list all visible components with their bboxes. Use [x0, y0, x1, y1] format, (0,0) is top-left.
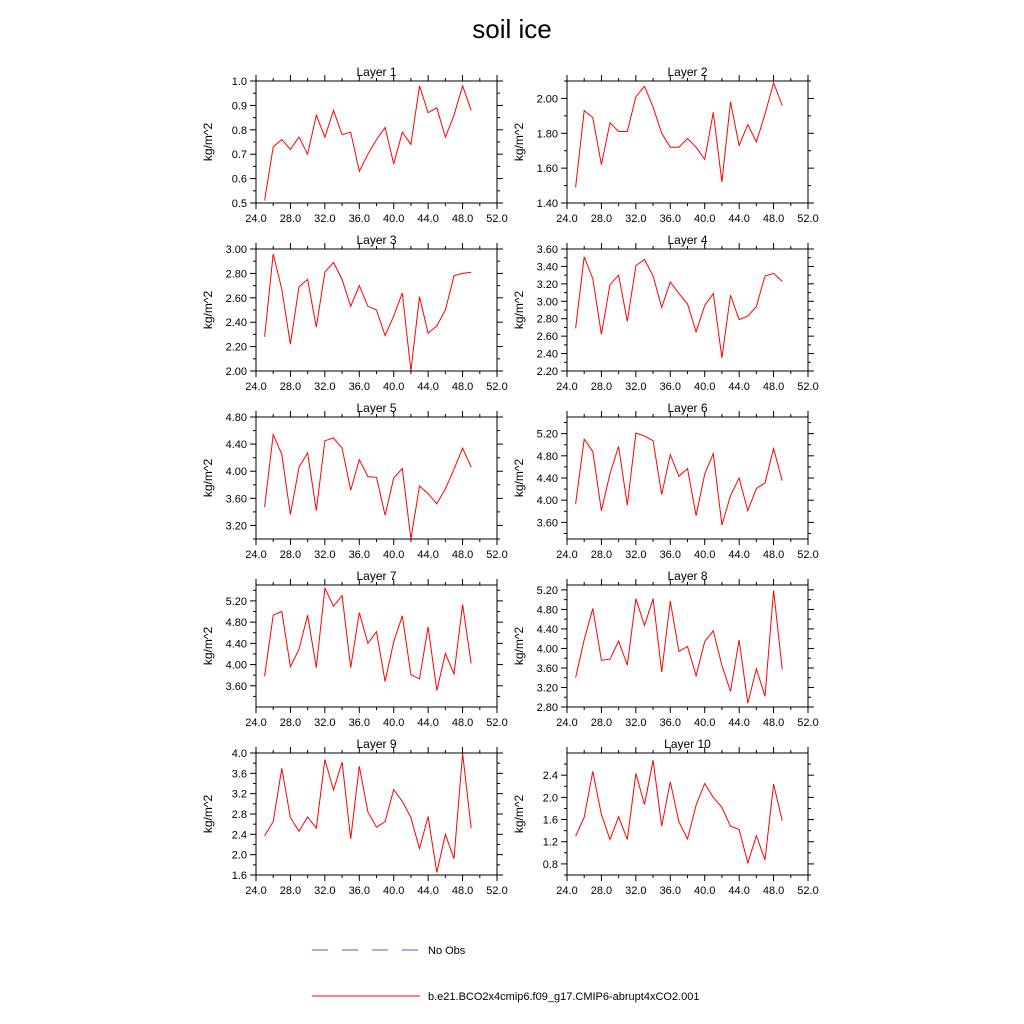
x-tick-label: 52.0 — [797, 213, 819, 225]
x-tick-label: 44.0 — [417, 885, 439, 897]
y-tick-label: 0.8 — [542, 858, 558, 871]
y-tick-label: 4.40 — [536, 623, 558, 636]
y-tick-label: 2.80 — [536, 313, 558, 326]
x-tick-label: 48.0 — [762, 213, 785, 225]
x-tick-label: 40.0 — [383, 885, 405, 897]
plot-frame — [256, 81, 497, 203]
x-tick-label: 40.0 — [694, 717, 716, 729]
panel-layer-9 — [201, 737, 508, 897]
panel-title: Layer 9 — [356, 737, 397, 751]
y-axis-label: kg/m^2 — [201, 626, 215, 666]
panel-title: Layer 3 — [356, 233, 397, 247]
x-tick-label: 24.0 — [245, 549, 267, 561]
x-tick-label: 44.0 — [417, 549, 439, 561]
x-tick-label: 36.0 — [348, 717, 370, 729]
x-tick-label: 44.0 — [417, 381, 439, 393]
y-tick-label: 4.00 — [225, 659, 247, 672]
panel-layer-6 — [512, 401, 819, 561]
panel-layer-8 — [512, 569, 819, 729]
series-line — [265, 435, 472, 539]
x-tick-label: 52.0 — [797, 885, 819, 897]
x-tick-label: 52.0 — [797, 381, 819, 393]
x-tick-label: 32.0 — [314, 549, 336, 561]
panel-layer-2 — [512, 65, 819, 225]
y-tick-label: 3.60 — [536, 244, 558, 256]
y-tick-label: 2.8 — [231, 809, 247, 821]
x-tick-label: 52.0 — [486, 381, 508, 393]
x-tick-label: 36.0 — [348, 549, 370, 561]
y-tick-label: 4.80 — [225, 412, 247, 424]
y-tick-label: 2.00 — [225, 366, 247, 378]
x-tick-label: 36.0 — [659, 213, 681, 225]
panel-title: Layer 2 — [667, 65, 708, 79]
x-tick-label: 48.0 — [451, 885, 474, 897]
panel-layer-5 — [201, 401, 508, 561]
y-tick-label: 0.7 — [231, 149, 247, 162]
y-tick-label: 3.6 — [231, 768, 247, 781]
panel-title: Layer 1 — [356, 65, 397, 79]
x-tick-label: 28.0 — [590, 213, 613, 225]
x-tick-label: 40.0 — [694, 381, 716, 393]
x-tick-label: 44.0 — [728, 381, 750, 393]
x-tick-label: 24.0 — [556, 381, 578, 393]
x-tick-label: 32.0 — [625, 381, 647, 393]
x-tick-label: 44.0 — [417, 717, 439, 729]
y-tick-label: 4.0 — [231, 748, 247, 760]
y-tick-label: 2.60 — [225, 292, 247, 305]
x-tick-label: 24.0 — [245, 213, 267, 225]
x-tick-label: 44.0 — [728, 549, 750, 561]
x-tick-label: 52.0 — [486, 213, 508, 225]
x-tick-label: 44.0 — [728, 885, 750, 897]
y-tick-label: 3.60 — [225, 493, 247, 506]
x-tick-label: 44.0 — [417, 213, 439, 225]
y-tick-label: 2.20 — [225, 341, 247, 354]
x-tick-label: 36.0 — [659, 549, 681, 561]
panel-title: Layer 10 — [664, 737, 711, 751]
y-tick-label: 2.40 — [536, 348, 558, 361]
panel-title: Layer 5 — [356, 401, 397, 415]
x-tick-label: 32.0 — [625, 885, 647, 897]
y-tick-label: 4.00 — [225, 466, 247, 479]
y-axis-label: kg/m^2 — [512, 290, 526, 330]
y-tick-label: 3.20 — [536, 278, 558, 291]
y-tick-label: 3.40 — [536, 261, 558, 274]
y-tick-label: 4.80 — [536, 604, 558, 617]
x-tick-label: 48.0 — [762, 717, 785, 729]
y-tick-label: 3.00 — [225, 244, 247, 256]
x-tick-label: 36.0 — [348, 885, 370, 897]
series-line — [265, 86, 472, 201]
y-tick-label: 4.80 — [536, 450, 558, 463]
y-tick-label: 1.2 — [542, 836, 558, 849]
y-tick-label: 2.0 — [542, 792, 558, 805]
legend-model-label: b.e21.BCO2x4cmip6.f09_g17.CMIP6-abrupt4xCO2.001 — [428, 991, 700, 1003]
panel-title: Layer 7 — [356, 569, 397, 583]
x-tick-label: 28.0 — [590, 549, 613, 561]
x-tick-label: 40.0 — [694, 885, 716, 897]
x-tick-label: 24.0 — [245, 885, 267, 897]
panel-title: Layer 8 — [667, 569, 708, 583]
y-tick-label: 1.40 — [536, 198, 558, 210]
y-tick-label: 3.60 — [536, 517, 558, 530]
y-tick-label: 5.20 — [225, 595, 247, 608]
panel-layer-1 — [201, 65, 508, 225]
x-tick-label: 36.0 — [659, 381, 681, 393]
y-tick-label: 2.20 — [536, 366, 558, 378]
x-tick-label: 32.0 — [625, 549, 647, 561]
x-tick-label: 32.0 — [314, 381, 336, 393]
plot-frame — [256, 585, 497, 707]
x-tick-label: 52.0 — [486, 885, 508, 897]
series-line — [576, 257, 783, 358]
panel-layer-3 — [201, 233, 508, 393]
y-tick-label: 2.60 — [536, 331, 558, 344]
x-tick-label: 24.0 — [556, 717, 578, 729]
x-tick-label: 28.0 — [590, 381, 613, 393]
x-tick-label: 24.0 — [245, 717, 267, 729]
x-tick-label: 24.0 — [556, 549, 578, 561]
y-tick-label: 0.9 — [231, 100, 247, 113]
x-tick-label: 48.0 — [762, 549, 785, 561]
y-axis-label: kg/m^2 — [201, 122, 215, 162]
x-tick-label: 32.0 — [625, 213, 647, 225]
x-tick-label: 28.0 — [279, 213, 302, 225]
x-tick-label: 32.0 — [314, 885, 336, 897]
plot-frame — [567, 753, 808, 875]
series-line — [576, 83, 783, 188]
y-tick-label: 1.0 — [231, 76, 247, 88]
y-tick-label: 2.80 — [225, 268, 247, 281]
x-tick-label: 40.0 — [383, 717, 405, 729]
x-tick-label: 48.0 — [762, 885, 785, 897]
series-line — [576, 590, 783, 703]
x-tick-label: 48.0 — [451, 549, 474, 561]
x-tick-label: 48.0 — [451, 381, 474, 393]
x-tick-label: 32.0 — [314, 717, 336, 729]
y-tick-label: 0.8 — [231, 124, 247, 137]
x-tick-label: 28.0 — [590, 717, 613, 729]
x-tick-label: 40.0 — [694, 549, 716, 561]
x-tick-label: 40.0 — [694, 213, 716, 225]
y-tick-label: 4.00 — [536, 495, 558, 508]
series-line — [265, 754, 472, 873]
y-tick-label: 1.60 — [536, 163, 558, 176]
plot-frame — [567, 249, 808, 371]
y-tick-label: 4.40 — [536, 473, 558, 485]
x-tick-label: 24.0 — [556, 213, 578, 225]
x-tick-label: 28.0 — [279, 381, 302, 393]
legend-obs-label: No Obs — [428, 945, 466, 957]
y-tick-label: 3.2 — [231, 788, 247, 801]
y-tick-label: 0.6 — [231, 173, 247, 186]
plot-frame — [567, 81, 808, 203]
x-tick-label: 32.0 — [314, 213, 336, 225]
x-tick-label: 48.0 — [762, 381, 785, 393]
panel-title: Layer 4 — [667, 233, 708, 247]
x-tick-label: 52.0 — [486, 717, 508, 729]
series-line — [265, 254, 472, 371]
y-tick-label: 5.20 — [536, 428, 558, 441]
x-tick-label: 32.0 — [625, 717, 647, 729]
y-axis-label: kg/m^2 — [201, 458, 215, 498]
y-tick-label: 1.6 — [542, 814, 558, 827]
series-line — [265, 588, 472, 690]
y-axis-label: kg/m^2 — [512, 458, 526, 498]
series-line — [576, 760, 783, 863]
y-tick-label: 4.00 — [536, 643, 558, 656]
x-tick-label: 48.0 — [451, 213, 474, 225]
y-tick-label: 2.4 — [231, 829, 247, 842]
x-tick-label: 44.0 — [728, 717, 750, 729]
x-tick-label: 28.0 — [279, 717, 302, 729]
x-tick-label: 36.0 — [659, 885, 681, 897]
y-axis-label: kg/m^2 — [512, 122, 526, 162]
panel-layer-4 — [512, 233, 819, 393]
y-tick-label: 5.20 — [536, 584, 558, 597]
x-tick-label: 36.0 — [348, 213, 370, 225]
x-tick-label: 36.0 — [659, 717, 681, 729]
page-title: soil ice — [472, 14, 552, 44]
x-tick-label: 40.0 — [383, 381, 405, 393]
series-line — [576, 433, 783, 525]
y-tick-label: 2.4 — [542, 770, 558, 783]
x-tick-label: 28.0 — [279, 549, 302, 561]
x-tick-label: 40.0 — [383, 549, 405, 561]
y-tick-label: 0.5 — [231, 198, 247, 210]
y-tick-label: 2.00 — [536, 93, 558, 106]
y-axis-label: kg/m^2 — [512, 794, 526, 834]
x-tick-label: 52.0 — [486, 549, 508, 561]
x-tick-label: 48.0 — [451, 717, 474, 729]
x-tick-label: 28.0 — [590, 885, 613, 897]
plot-frame — [567, 417, 808, 539]
panel-layer-10 — [512, 737, 819, 897]
x-tick-label: 44.0 — [728, 213, 750, 225]
y-tick-label: 2.0 — [231, 849, 247, 862]
y-tick-label: 3.20 — [536, 682, 558, 695]
x-tick-label: 24.0 — [556, 885, 578, 897]
y-tick-label: 1.80 — [536, 128, 558, 141]
y-tick-label: 3.60 — [536, 662, 558, 675]
x-tick-label: 24.0 — [245, 381, 267, 393]
y-tick-label: 4.80 — [225, 617, 247, 630]
y-tick-label: 3.00 — [536, 296, 558, 309]
y-tick-label: 2.80 — [536, 702, 558, 714]
y-axis-label: kg/m^2 — [512, 626, 526, 666]
y-tick-label: 3.60 — [225, 680, 247, 693]
y-axis-label: kg/m^2 — [201, 794, 215, 834]
y-tick-label: 4.40 — [225, 638, 247, 651]
y-axis-label: kg/m^2 — [201, 290, 215, 330]
panel-title: Layer 6 — [667, 401, 708, 415]
x-tick-label: 40.0 — [383, 213, 405, 225]
x-tick-label: 36.0 — [348, 381, 370, 393]
panel-layer-7 — [201, 569, 508, 729]
x-tick-label: 28.0 — [279, 885, 302, 897]
x-tick-label: 52.0 — [797, 717, 819, 729]
y-tick-label: 2.40 — [225, 317, 247, 330]
x-tick-label: 52.0 — [797, 549, 819, 561]
y-tick-label: 1.6 — [231, 870, 247, 882]
y-tick-label: 4.40 — [225, 439, 247, 452]
y-tick-label: 3.20 — [225, 520, 247, 533]
